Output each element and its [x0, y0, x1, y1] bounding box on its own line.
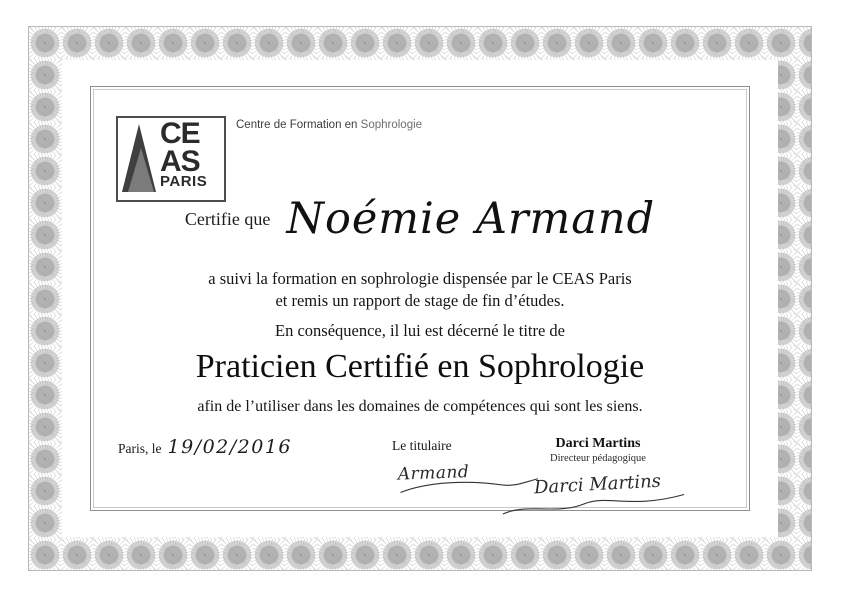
director-block	[498, 436, 698, 515]
body-line-3: En conséquence, il lui est décerné le titre de	[275, 321, 565, 340]
certifies-label: Certifie que	[184, 209, 271, 229]
logo-letters	[160, 117, 208, 191]
director-name: Darci Martins	[555, 436, 641, 451]
recipient-name: Noémie Armand	[286, 194, 656, 244]
body-line-4: afin de l’utiliser dans les domaines de compétences qui sont les siens.	[197, 398, 643, 415]
body-line-2: et remis un rapport de stage de fin d’études.	[275, 291, 565, 311]
logo-caption-prefix: Centre de Formation en	[236, 119, 361, 131]
signature-area	[102, 436, 738, 526]
logo-caption-accent: Sophrologie	[360, 119, 423, 131]
place-label: Paris, le	[118, 441, 162, 456]
ceas-logo-mark	[116, 116, 226, 202]
place-and-date	[118, 436, 292, 458]
director-role: Directeur pédagogique	[550, 453, 646, 464]
logo-line-2: AS	[160, 144, 200, 178]
logo-line-1: CE	[160, 117, 200, 150]
holder-signature-text: Armand	[397, 462, 470, 485]
director-signature	[497, 469, 699, 520]
date-value: 19/02/2016	[167, 436, 293, 458]
logo-line-3: PARIS	[160, 173, 208, 191]
body-line-1: a suivi la formation en sophrologie dispensée par le CEAS Paris	[208, 269, 632, 288]
certificate-document	[28, 26, 812, 571]
body-paragraph-1	[102, 268, 738, 313]
certificate-content	[102, 96, 738, 501]
certificate-title: Praticien Certifié en Sophrologie	[195, 348, 645, 385]
director-signature-text: Darci Martins	[533, 470, 662, 499]
mountain-secondary-icon	[128, 148, 154, 192]
organization-logo	[116, 116, 422, 202]
holder-label: Le titulaire	[392, 438, 452, 453]
certifies-row	[102, 194, 738, 244]
logo-caption	[236, 119, 422, 131]
